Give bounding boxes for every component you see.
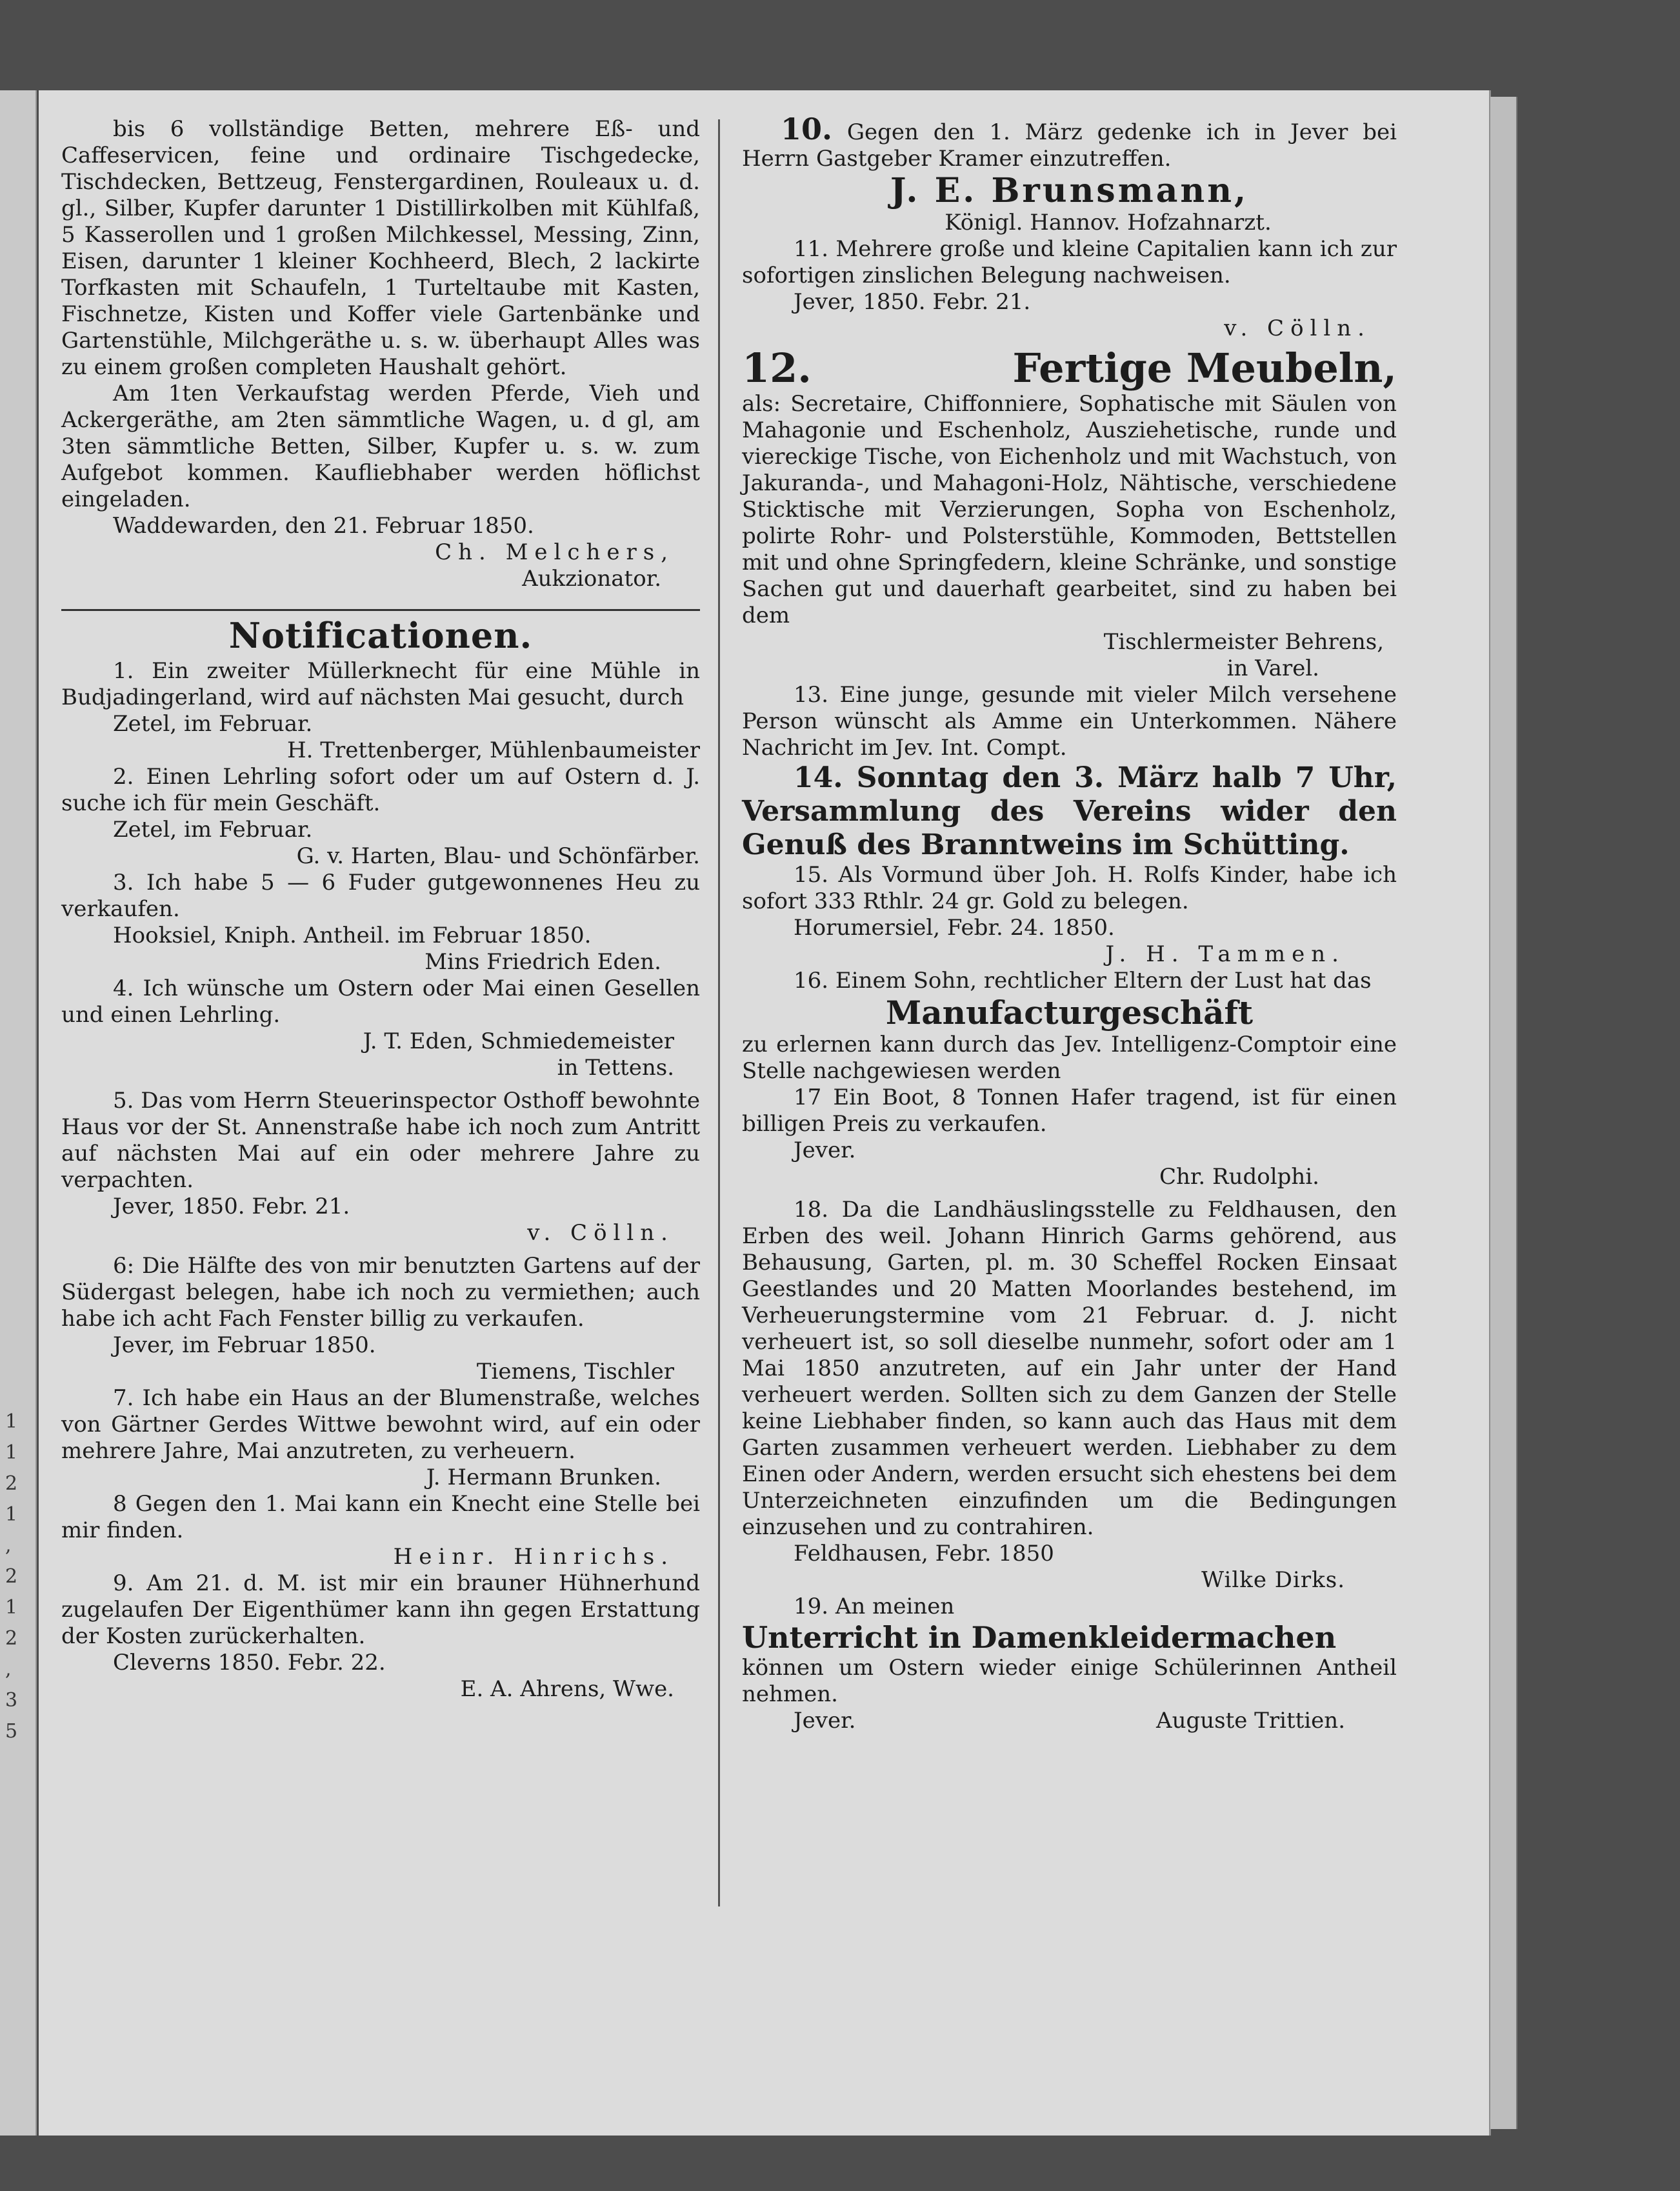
section-title-notificationen: Notificationen.	[228, 615, 533, 656]
notice-19-location: Jever.	[794, 1708, 856, 1734]
notice-18-signature: Wilke Dirks.	[1201, 1567, 1345, 1593]
notice-18-location: Feldhausen, Febr. 1850	[794, 1541, 1054, 1566]
notice-5: 5. Das vom Herrn Steuerinspector Osthoff bewohnte Haus vor der St. Annenstraße habe ich noch zum Antritt auf nächsten Mai auf ein oder mehrere Jahre zu verpachten.	[61, 1088, 700, 1193]
auction-signature-title: Aukzionator.	[522, 566, 661, 592]
notice-17-signature: Chr. Rudolphi.	[1159, 1164, 1319, 1190]
right-column	[742, 112, 1397, 1734]
notice-9-signature: E. A. Ahrens, Wwe.	[460, 1676, 674, 1702]
notice-6-location: Jever, im Februar 1850.	[113, 1332, 376, 1358]
notice-11-location: Jever, 1850. Febr. 21.	[794, 289, 1031, 315]
notice-10-number: 10.	[781, 112, 833, 146]
notice-17-location: Jever.	[794, 1137, 856, 1163]
notice-4-signature-place: in Tettens.	[557, 1055, 674, 1081]
notice-13: 13. Eine junge, gesunde mit vieler Milch versehene Person wünscht als Amme ein Unterkommen. Nähere Nachricht im Jev. Int. Compt.	[742, 682, 1397, 761]
notice-17: 17 Ein Boot, 8 Tonnen Hafer tragend, ist für einen billigen Preis zu verkaufen.	[742, 1085, 1397, 1137]
notice-1-location: Zetel, im Februar.	[113, 711, 313, 737]
notice-4-signature: J. T. Eden, Schmiedemeister	[363, 1028, 674, 1054]
auction-place-date: Waddewarden, den 21. Februar 1850.	[113, 513, 534, 539]
notice-8: 8 Gegen den 1. Mai kann ein Knecht eine Stelle bei mir finden.	[61, 1491, 700, 1543]
adjacent-page-spine	[0, 90, 37, 2136]
notice-12-signature: Tischlermeister Behrens,	[1103, 629, 1384, 655]
notice-10-title: Königl. Hannov. Hofzahnarzt.	[945, 210, 1272, 235]
notice-19-intro: 19. An meinen	[794, 1594, 955, 1619]
notice-10-name: J. E. Brunsmann,	[890, 171, 1249, 210]
notice-3-signature: Mins Friedrich Eden.	[425, 949, 661, 975]
adjacent-page-margin-marks: 1 1 2 1 , 2 1 2 , 3 5	[5, 1410, 18, 1743]
notice-9-location: Cleverns 1850. Febr. 22.	[113, 1650, 386, 1676]
notice-12-signature-place: in Varel.	[1226, 655, 1319, 681]
notice-1-signature: H. Trettenberger, Mühlenbaumeister	[287, 737, 700, 763]
notice-19-signature: Auguste Trittien.	[1156, 1708, 1345, 1734]
page-edge	[1490, 97, 1517, 2129]
notice-10	[742, 112, 1397, 172]
notice-16-intro: 16. Einem Sohn, rechtlicher Eltern der Lust hat das	[794, 968, 1372, 994]
notice-7: 7. Ich habe ein Haus an der Blumenstraße, welches von Gärtner Gerdes Wittwe bewohnt wird, auf ein oder mehrere Jahre, Mai anzutreten, zu verheuern.	[61, 1385, 700, 1464]
notice-2: 2. Einen Lehrling sofort oder um auf Ostern d. J. suche ich für mein Geschäft.	[61, 764, 700, 816]
notice-2-signature: G. v. Harten, Blau- und Schönfärber.	[296, 843, 700, 869]
notice-7-signature: J. Hermann Brunken.	[426, 1465, 661, 1490]
notice-12-number: 12.	[742, 345, 812, 392]
left-column	[61, 116, 700, 1703]
notice-19-footer	[742, 1708, 1397, 1734]
notice-19-text: können um Ostern wieder einige Schülerinnen Antheil nehmen.	[742, 1655, 1397, 1707]
notice-5-location: Jever, 1850. Febr. 21.	[113, 1194, 350, 1219]
auction-signature: Ch. Melchers,	[435, 539, 674, 565]
notice-6-signature: Tiemens, Tischler	[476, 1359, 674, 1385]
notice-2-location: Zetel, im Februar.	[113, 817, 313, 843]
notice-14: 14. Sonntag den 3. März halb 7 Uhr, Versammlung des Vereins wider den Genuß des Branntweins im Schütting.	[742, 761, 1397, 861]
notice-3-location: Hooksiel, Kniph. Antheil. im Februar 1850.	[113, 923, 592, 948]
notice-16-text: zu erlernen kann durch das Jev. Intelligenz-Comptoir eine Stelle nachgewiesen werden	[742, 1032, 1397, 1084]
notice-15-signature: J. H. Tammen.	[1105, 941, 1345, 967]
notice-4: 4. Ich wünsche um Ostern oder Mai einen Gesellen und einen Lehrling.	[61, 975, 700, 1028]
notice-12-heading: Fertige Meubeln,	[1012, 345, 1397, 392]
notice-1: 1. Ein zweiter Müllerknecht für eine Mühle in Budjadingerland, wird auf nächsten Mai gesucht, durch	[61, 658, 700, 710]
section-divider	[61, 609, 700, 611]
auction-items-text: bis 6 vollständige Betten, mehrere Eß- und Caffeservicen, feine und ordinaire Tischgedecke, Tischdecken, Bettzeug, Fenstergardinen, Rouleaux u. d. gl., Silber, Kupfer darunter 1 Distillirkolben mit Kühlfaß, 5 Kasserollen und 1 großen Milchkessel, Messing, Zinn, Eisen, darunter 1 kleiner Kochheerd, Blech, 2 lackirte Torfkasten mit Schaufeln, 1 Turteltaube mit Kasten, Fischnetze, Kisten und Koffer viele Gartenbänke und Gartenstühle, Milchgeräthe u. s. w. überhaupt Alles was zu einem großen completen Haushalt gehört.	[61, 116, 700, 380]
notice-3: 3. Ich habe 5 — 6 Fuder gutgewonnenes Heu zu verkaufen.	[61, 870, 700, 922]
notice-8-signature: Heinr. Hinrichs.	[393, 1544, 674, 1570]
notice-16-heading: Manufacturgeschäft	[885, 994, 1254, 1032]
notice-18: 18. Da die Landhäuslingsstelle zu Feldhausen, den Erben des weil. Johann Hinrich Garms gehörend, aus Behausung, Garten, pl. m. 30 Scheffel Rocken Einsaat Geestlandes und 20 Matten Moorlandes bestehend, im Verheuerungstermine vom 21 Februar. d. J. nicht verheuert ist, so soll dieselbe nunmehr, sofort oder am 1 Mai 1850 anzutreten, auf ein Jahr unter der Hand verheuert werden. Sollten sich zu dem Ganzen der Stelle keine Liebhaber finden, so kann auch das Haus mit dem Garten zusammen verheuert werden. Liebhaber zu dem Einen oder Andern, werden ersucht sich ehestens bei dem Unterzeichneten einzufinden um die Bedingungen einzusehen und zu contrahiren.	[742, 1197, 1397, 1540]
notice-6: 6: Die Hälfte des von mir benutzten Gartens auf der Südergast belegen, habe ich noch zu vermiethen; auch habe ich acht Fach Fenster billig zu verkaufen.	[61, 1253, 700, 1332]
notice-9: 9. Am 21. d. M. ist mir ein brauner Hühnerhund zugelaufen Der Eigenthümer kann ihn gegen Erstattung der Kosten zurückerhalten.	[61, 1570, 700, 1649]
notice-11: 11. Mehrere große und kleine Capitalien kann ich zur sofortigen zinslichen Belegung nachweisen.	[742, 236, 1397, 288]
notice-10-text: Gegen den 1. März gedenke ich in Jever bei Herrn Gastgeber Kramer einzutreffen.	[742, 119, 1397, 172]
notice-15: 15. Als Vormund über Joh. H. Rolfs Kinder, habe ich sofort 333 Rthlr. 24 gr. Gold zu belegen.	[742, 862, 1397, 914]
auction-schedule-text: Am 1ten Verkaufstag werden Pferde, Vieh und Ackergeräthe, am 2ten sämmtliche Wagen, u. d gl, am 3ten sämmtliche Betten, Silber, Kupfer u. s. w. zum Aufgebot kommen. Kaufliebhaber werden höflichst eingeladen.	[61, 381, 700, 512]
notice-12-header	[742, 346, 1397, 391]
notice-15-location: Horumersiel, Febr. 24. 1850.	[794, 915, 1115, 941]
notice-12: als: Secretaire, Chiffonniere, Sophatische mit Säulen von Mahagonie und Eschenholz, Ausziehetische, runde und viereckige Tische, von Eichenholz und mit Wachstuch, von Jakuranda-, und Mahagoni-Holz, Nähtische, verschiedene Sticktische mit Verzierungen, Sopha von Eschenholz, polirte Rohr- und Polsterstühle, Kommoden, Bettstellen mit und ohne Springfedern, kleine Schränke, und sonstige Sachen gut und dauerhaft gearbeitet, sind zu haben bei dem	[742, 391, 1397, 628]
column-separator	[718, 119, 720, 1906]
notice-5-signature: v. Cölln.	[527, 1220, 674, 1246]
notice-11-signature: v. Cölln.	[1224, 315, 1371, 341]
notice-19-heading: Unterricht in Damenkleidermachen	[742, 1620, 1337, 1655]
